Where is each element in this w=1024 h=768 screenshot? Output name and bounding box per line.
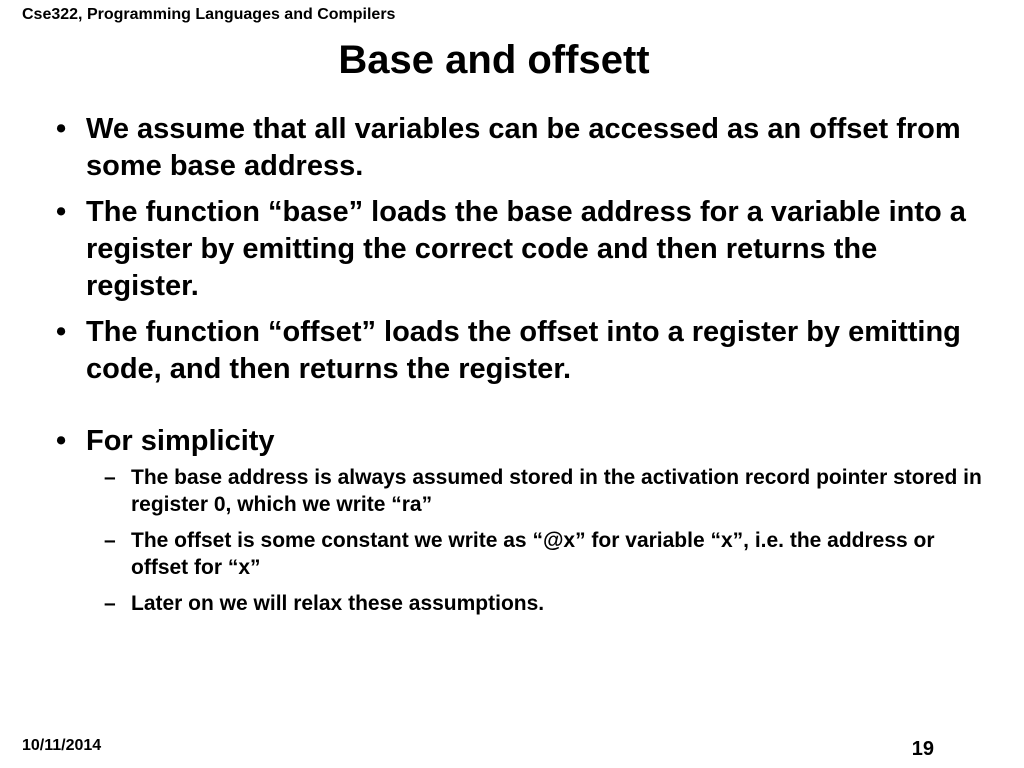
bullet-marker: •	[56, 425, 67, 457]
bullet-item	[0, 314, 1024, 388]
sub-bullet-marker: –	[104, 592, 116, 615]
course-header: Cse322, Programming Languages and Compilers	[22, 6, 396, 23]
footer-date: 10/11/2014	[22, 737, 102, 754]
bullet-text: We assume that all variables can be accessed as an offset from some base address.	[86, 113, 961, 182]
sub-bullet-marker: –	[104, 529, 116, 552]
page-number: 19	[911, 738, 934, 760]
bullet-list	[0, 111, 1024, 626]
sub-bullet-item	[86, 590, 984, 617]
sub-bullet-list	[86, 464, 984, 617]
sub-bullet-item	[86, 527, 984, 581]
sub-bullet-text: The base address is always assumed stored in the activation record pointer stored in register 0, which we write “ra”	[131, 466, 982, 516]
bullet-marker: •	[56, 196, 67, 228]
slide-title: Base and offsett	[338, 38, 650, 82]
sub-bullet-marker: –	[104, 466, 116, 489]
bullet-text: The function “base” loads the base address for a variable into a register by emitting the correct code and then returns the register.	[86, 196, 966, 302]
bullet-text: For simplicity	[86, 425, 275, 457]
sub-bullet-text: Later on we will relax these assumptions.	[131, 592, 545, 615]
sub-bullet-text: The offset is some constant we write as “@x” for variable “x”, i.e. the address or offset for “x”	[131, 529, 935, 579]
bullet-text: The function “offset” loads the offset into a register by emitting code, and then returns the register.	[86, 316, 961, 385]
bullet-marker: •	[56, 113, 67, 145]
bullet-marker: •	[56, 316, 67, 348]
bullet-item	[0, 111, 1024, 185]
bullet-item	[0, 194, 1024, 305]
sub-bullet-item	[86, 464, 984, 518]
bullet-item	[0, 423, 1024, 617]
